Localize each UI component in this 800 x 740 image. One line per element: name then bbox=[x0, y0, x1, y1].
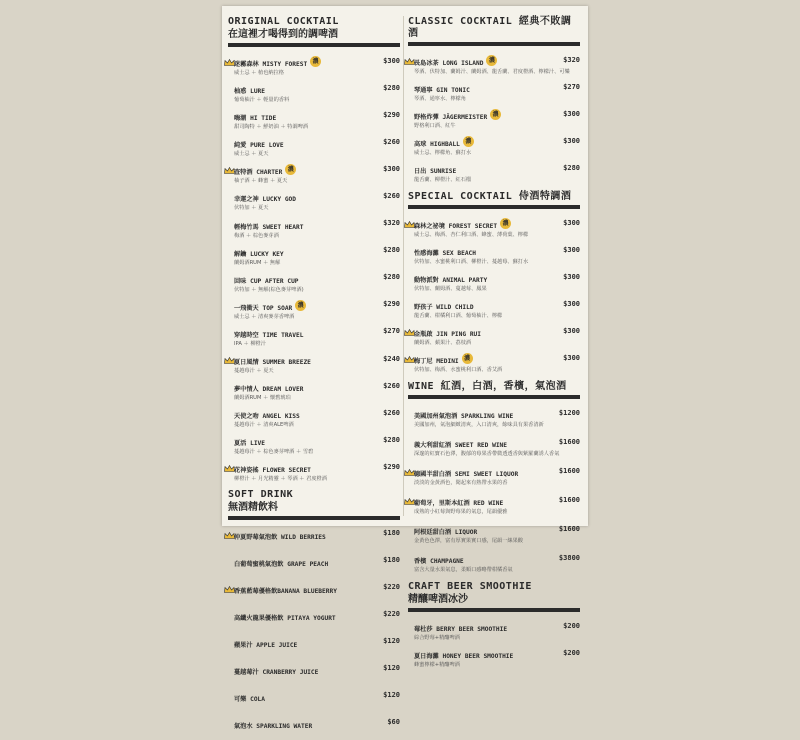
menu-item bbox=[408, 213, 580, 240]
soft-drink-title: SOFT DRINK bbox=[228, 488, 294, 500]
item-name: 金瓶啟 JIN PING RUI bbox=[414, 331, 481, 338]
item-name: 蘋果汁 APPLE JUICE bbox=[234, 641, 298, 649]
item-name: 香蕉藍莓優格飲BANANA BLUEBERRY bbox=[234, 587, 337, 595]
crown-icon bbox=[224, 524, 235, 531]
item-name: 穿越時空 TIME TRAVEL bbox=[234, 331, 304, 339]
item-name: 可樂 COLA bbox=[234, 695, 266, 703]
item-name: 輕梅竹馬 SWEET HEART bbox=[234, 223, 304, 231]
item-name: 高球 HIGHBALL bbox=[414, 141, 460, 148]
item-name: 天使之吻 ANGEL KISS bbox=[234, 413, 300, 421]
item-price: $290 bbox=[383, 462, 400, 471]
wine-title: WINE 紅酒，白酒，香檳，氣泡酒 bbox=[408, 381, 567, 392]
item-price: $1600 bbox=[558, 524, 580, 533]
menu-item bbox=[228, 159, 400, 186]
item-name: 氣泡水 SPARKLING WATER bbox=[234, 722, 313, 730]
item-price: $260 bbox=[383, 137, 400, 146]
item-price: $300 bbox=[563, 245, 580, 254]
section-rule bbox=[408, 608, 580, 612]
menu-item bbox=[408, 616, 580, 643]
menu-sheet bbox=[222, 6, 588, 730]
item-name: 日出 SUNRISE bbox=[414, 168, 457, 175]
item-name: 夢中情人 DREAM LOVER bbox=[234, 386, 304, 394]
column-divider bbox=[403, 16, 404, 516]
menu-item bbox=[228, 322, 400, 349]
item-description: 成熟的小紅莓與野莓果的氣息，尾韻優雅 bbox=[414, 509, 508, 515]
strong-badge: 濃 bbox=[500, 218, 511, 229]
menu-item bbox=[228, 457, 400, 484]
item-name: 夏日海灘 HONEY BEER SMOOTHIE bbox=[414, 653, 514, 660]
item-price: $300 bbox=[563, 272, 580, 281]
item-price: $200 bbox=[563, 621, 580, 630]
item-description: 龍舌蘭、柑橘利口酒、葡萄柚汁、檸檬 bbox=[414, 313, 503, 319]
item-description: 伏特加、蘭姆酒、蔓越莓、鳳果 bbox=[414, 286, 487, 292]
item-name: 白葡萄蜜桃氣泡飲 GRAPE PEACH bbox=[234, 560, 329, 568]
item-name: 阿根廷甜白酒 LIQUOR bbox=[414, 529, 478, 536]
item-price: $300 bbox=[563, 353, 580, 362]
item-name: 蔓越莓汁 CRANBERRY JUICE bbox=[234, 668, 319, 676]
item-description: 蘭姆酒、蘋果汁、荔枝酒 bbox=[414, 340, 472, 346]
item-name: 花神姿搖 FLOWER SECRET bbox=[234, 467, 311, 475]
menu-item bbox=[228, 578, 400, 605]
menu-item bbox=[228, 403, 400, 430]
item-description: 威士忌 ＋ 夏天 bbox=[234, 151, 269, 158]
item-price: $300 bbox=[563, 218, 580, 227]
craft-beer-subtitle: 精釀啤酒冰沙 bbox=[408, 594, 468, 605]
menu-item bbox=[408, 461, 580, 490]
menu-item bbox=[228, 430, 400, 457]
section-rule bbox=[228, 43, 400, 47]
strong-badge: 濃 bbox=[310, 56, 321, 67]
menu-item bbox=[228, 551, 400, 578]
menu-item bbox=[228, 78, 400, 105]
item-name: 夏日風情 SUMMER BREEZE bbox=[234, 359, 311, 367]
item-price: $300 bbox=[383, 56, 400, 65]
item-price: $1200 bbox=[558, 408, 580, 417]
strong-badge: 濃 bbox=[462, 353, 473, 364]
item-price: $120 bbox=[383, 691, 400, 699]
strong-badge: 濃 bbox=[463, 136, 474, 147]
item-price: $260 bbox=[383, 408, 400, 417]
strong-badge: 濃 bbox=[295, 300, 306, 311]
menu-item bbox=[228, 132, 400, 159]
item-description: 蘭姆酒RUM ＋ 無解 bbox=[234, 259, 281, 266]
item-name: 高纖火龍果優格飲 PITAYA YOGURT bbox=[234, 614, 336, 622]
item-price: $280 bbox=[563, 163, 580, 172]
left-column bbox=[228, 16, 400, 740]
item-price: $120 bbox=[383, 664, 400, 672]
menu-item bbox=[228, 295, 400, 322]
original-cocktail-list bbox=[228, 51, 400, 485]
menu-item bbox=[408, 50, 580, 77]
item-price: $320 bbox=[383, 219, 400, 228]
item-name: 野孩子 WILD CHILD bbox=[414, 304, 474, 311]
menu-item bbox=[228, 713, 400, 740]
item-price: $300 bbox=[563, 299, 580, 308]
item-price: $180 bbox=[383, 529, 400, 537]
item-name: 長島冰茶 LONG ISLAND bbox=[414, 60, 484, 67]
crown-icon bbox=[404, 50, 415, 57]
menu-item bbox=[408, 240, 580, 267]
item-name: 性感海灘 SEX BEACH bbox=[414, 250, 477, 257]
item-price: $3800 bbox=[558, 553, 580, 562]
item-description: 威士忌、梅酒、杏仁利口酒、蜂蜜、薄荷葉、檸檬 bbox=[414, 232, 529, 238]
item-name: 琴通寧 GIN TONIC bbox=[414, 87, 470, 94]
item-price: $290 bbox=[383, 300, 400, 309]
menu-item bbox=[228, 376, 400, 403]
item-price: $1600 bbox=[558, 495, 580, 504]
item-price: $300 bbox=[563, 109, 580, 118]
menu-item bbox=[408, 77, 580, 104]
item-description: 野格利口酒、紅牛 bbox=[414, 123, 456, 129]
menu-item bbox=[408, 267, 580, 294]
item-description: 蘭姆酒RUM ＋ 懷舊琥珀 bbox=[234, 395, 291, 402]
soft-drink-subtitle: 無酒精飲料 bbox=[228, 501, 278, 513]
item-description: 淡淡的金黃酒色，聞起來有熱帶水果的香 bbox=[414, 480, 508, 486]
crown-icon bbox=[224, 457, 235, 464]
menu-item bbox=[408, 548, 580, 577]
item-price: $260 bbox=[383, 191, 400, 200]
item-price: $1600 bbox=[558, 437, 580, 446]
classic-cocktail-list bbox=[408, 50, 580, 185]
section-rule bbox=[408, 395, 580, 399]
item-price: $220 bbox=[383, 583, 400, 591]
item-price: $280 bbox=[383, 246, 400, 255]
menu-item bbox=[228, 214, 400, 241]
menu-item bbox=[228, 659, 400, 686]
item-price: $120 bbox=[383, 637, 400, 645]
craft-beer-list bbox=[408, 616, 580, 670]
item-name: 回味 CUP AFTER CUP bbox=[234, 277, 299, 285]
menu-item bbox=[408, 294, 580, 321]
item-price: $220 bbox=[383, 610, 400, 618]
menu-item bbox=[408, 158, 580, 185]
right-column bbox=[408, 16, 580, 670]
item-description: IPA ＋ 柳橙汁 bbox=[234, 340, 266, 347]
menu-item bbox=[408, 519, 580, 548]
menu-item bbox=[408, 643, 580, 670]
item-price: $200 bbox=[563, 648, 580, 657]
item-description: 梅酒 ＋ 棕色麥芽酒 bbox=[234, 232, 279, 239]
item-name: 幸運之神 LUCKY GOD bbox=[234, 196, 297, 204]
item-price: $300 bbox=[563, 136, 580, 145]
item-name: 純愛 PURE LOVE bbox=[234, 142, 284, 150]
item-name: 美國加州氣泡酒 SPARKLING WINE bbox=[414, 413, 514, 420]
special-cocktail-list bbox=[408, 213, 580, 375]
menu-item bbox=[408, 348, 580, 375]
item-description: 伏特加 ＋ 夏天 bbox=[234, 205, 269, 212]
menu-item bbox=[228, 349, 400, 376]
crown-icon bbox=[224, 578, 235, 585]
item-description: 美國加州，氣泡細緻清爽，入口清爽，餘味具有果香清新 bbox=[414, 422, 544, 428]
item-name: 柚惑 LURE bbox=[234, 88, 266, 96]
item-description: 甜司陶特 ＋ 鮮奶油 ＋ 特調啤酒 bbox=[234, 124, 309, 131]
item-price: $260 bbox=[383, 381, 400, 390]
strong-badge: 濃 bbox=[486, 55, 497, 66]
crown-icon bbox=[404, 490, 415, 497]
item-name: 查特酒 CHARTER bbox=[234, 169, 283, 177]
item-name: 嗨潮 HI TIDE bbox=[234, 115, 277, 123]
item-name: 夏活 LIVE bbox=[234, 440, 266, 448]
menu-item bbox=[228, 268, 400, 295]
item-name: 莓杜莎 BERRY BEER SMOOTHIE bbox=[414, 626, 508, 633]
item-price: $240 bbox=[383, 354, 400, 363]
soft-drink-list bbox=[228, 524, 400, 740]
item-name: 葡萄牙，里斯本紅酒 RED WINE bbox=[414, 500, 504, 507]
menu-item bbox=[408, 432, 580, 461]
item-description: 蔓越莓汁 ＋ 夏天 bbox=[234, 368, 274, 375]
item-price: $280 bbox=[383, 273, 400, 282]
original-cocktail-subtitle: 在這裡才喝得到的調啤酒 bbox=[228, 29, 338, 40]
special-cocktail-title: SPECIAL COCKTAIL 侍酒特調酒 bbox=[408, 191, 572, 202]
item-price: $290 bbox=[383, 110, 400, 119]
item-description: 伏特加、水蜜桃利口酒、柳橙汁、蔓越莓、蘇打水 bbox=[414, 259, 529, 265]
item-name: 一飛衝天 TOP SOAR bbox=[234, 304, 293, 312]
menu-item bbox=[408, 403, 580, 432]
item-description: 蜂蜜檸檬+精釀啤酒 bbox=[414, 662, 460, 668]
item-price: $280 bbox=[383, 83, 400, 92]
item-description: 柳橙汁 ＋ 月光精靈 ＋ 琴酒 ＋ 君度橙酒 bbox=[234, 476, 327, 483]
original-cocktail-title: ORIGINAL COCKTAIL bbox=[228, 16, 339, 27]
item-name: 動物派對 ANIMAL PARTY bbox=[414, 277, 488, 284]
classic-cocktail-title: CLASSIC COCKTAIL 經典不敗調酒 bbox=[408, 16, 572, 39]
item-price: $270 bbox=[383, 327, 400, 336]
menu-item bbox=[228, 105, 400, 132]
section-rule bbox=[228, 516, 400, 520]
item-name: 解鑰 LUCKY KEY bbox=[234, 250, 284, 258]
item-name: 迷霧森林 MISTY FOREST bbox=[234, 61, 308, 68]
item-name: 野格炸彈 JÄGERMEISTER bbox=[414, 114, 488, 121]
item-description: 伏特加 ＋ 無解(棕色麥芽啤酒) bbox=[234, 286, 304, 293]
item-name: 森林之祕境 FOREST SECRET bbox=[414, 223, 498, 230]
item-description: 龍舌蘭、柳橙汁、紅石榴 bbox=[414, 177, 472, 183]
item-name: 義大利甜紅酒 SWEET RED WINE bbox=[414, 442, 508, 449]
crown-icon bbox=[404, 461, 415, 468]
item-price: $320 bbox=[563, 55, 580, 64]
item-price: $1600 bbox=[558, 466, 580, 475]
crown-icon bbox=[404, 213, 415, 220]
menu-item bbox=[408, 104, 580, 131]
menu-item bbox=[228, 524, 400, 551]
item-description: 威士忌 ＋ 清爽麥芽香啤酒 bbox=[234, 313, 295, 320]
strong-badge: 濃 bbox=[285, 164, 296, 175]
item-price: $300 bbox=[383, 164, 400, 173]
item-description: 深邃的紅寶石色澤，馥郁的莓果香帶微透透香與紫羅蘭誘人香氣 bbox=[414, 451, 560, 457]
menu-item bbox=[228, 605, 400, 632]
item-price: $180 bbox=[383, 556, 400, 564]
section-rule bbox=[408, 205, 580, 209]
item-description: 琴酒、通寧水、檸檬角 bbox=[414, 96, 466, 102]
craft-beer-title: CRAFT BEER SMOOTHIE bbox=[408, 581, 532, 592]
wine-list bbox=[408, 403, 580, 577]
item-name: 香檳 CHAMPAGNE bbox=[414, 558, 464, 565]
crown-icon bbox=[224, 159, 235, 166]
item-description: 柚子酒 ＋ 蜂蜜 ＋ 夏天 bbox=[234, 178, 288, 185]
item-description: 富含大量水果氣息，柔順口感略帶柑橘香氣 bbox=[414, 567, 513, 573]
item-price: $300 bbox=[563, 326, 580, 335]
menu-item bbox=[228, 51, 400, 78]
menu-item bbox=[408, 131, 580, 158]
item-description: 威士忌、檸檬角、蘇打水 bbox=[414, 150, 472, 156]
crown-icon bbox=[404, 321, 415, 328]
item-price: $280 bbox=[383, 435, 400, 444]
crown-icon bbox=[224, 349, 235, 356]
menu-item bbox=[228, 632, 400, 659]
crown-icon bbox=[404, 348, 415, 355]
crown-icon bbox=[224, 51, 235, 58]
item-description: 琴酒、伏特加、蘭姆汁、蘭姆酒、龍舌蘭、君度橙酒、檸檬汁、可樂 bbox=[414, 69, 570, 75]
item-price: $270 bbox=[563, 82, 580, 91]
item-description: 蔓越莓汁 ＋ 棕色麥芽啤酒 ＋ 雪碧 bbox=[234, 449, 314, 456]
item-name: 仲夏野莓氣泡飲 WILD BERRIES bbox=[234, 533, 326, 541]
item-description: 蔓越莓汁 ＋ 清爽ALE啤酒 bbox=[234, 422, 294, 429]
item-name: 梅丁尼 MEDINI bbox=[414, 358, 459, 365]
item-description: 綜合野莓+精釀啤酒 bbox=[414, 635, 460, 641]
menu-item bbox=[408, 321, 580, 348]
menu-item bbox=[228, 686, 400, 713]
section-rule bbox=[408, 42, 580, 46]
item-description: 威士忌 ＋ 植也納拉格 bbox=[234, 70, 284, 76]
menu-item bbox=[228, 241, 400, 268]
item-description: 伏特加、梅酒、水蜜桃利口酒、香艾酒 bbox=[414, 367, 503, 373]
menu-item bbox=[408, 490, 580, 519]
item-description: 金黃色色澤，富有厚實果實口感，尾韻一絲果酸 bbox=[414, 538, 523, 544]
item-price: $60 bbox=[387, 718, 400, 726]
menu-item bbox=[228, 186, 400, 213]
strong-badge: 濃 bbox=[490, 109, 501, 120]
item-name: 德國半甜白酒 SEMI SWEET LIQUOR bbox=[414, 471, 519, 478]
item-description: 葡萄柚汁 ＋ 輕量的香料 bbox=[234, 97, 290, 104]
